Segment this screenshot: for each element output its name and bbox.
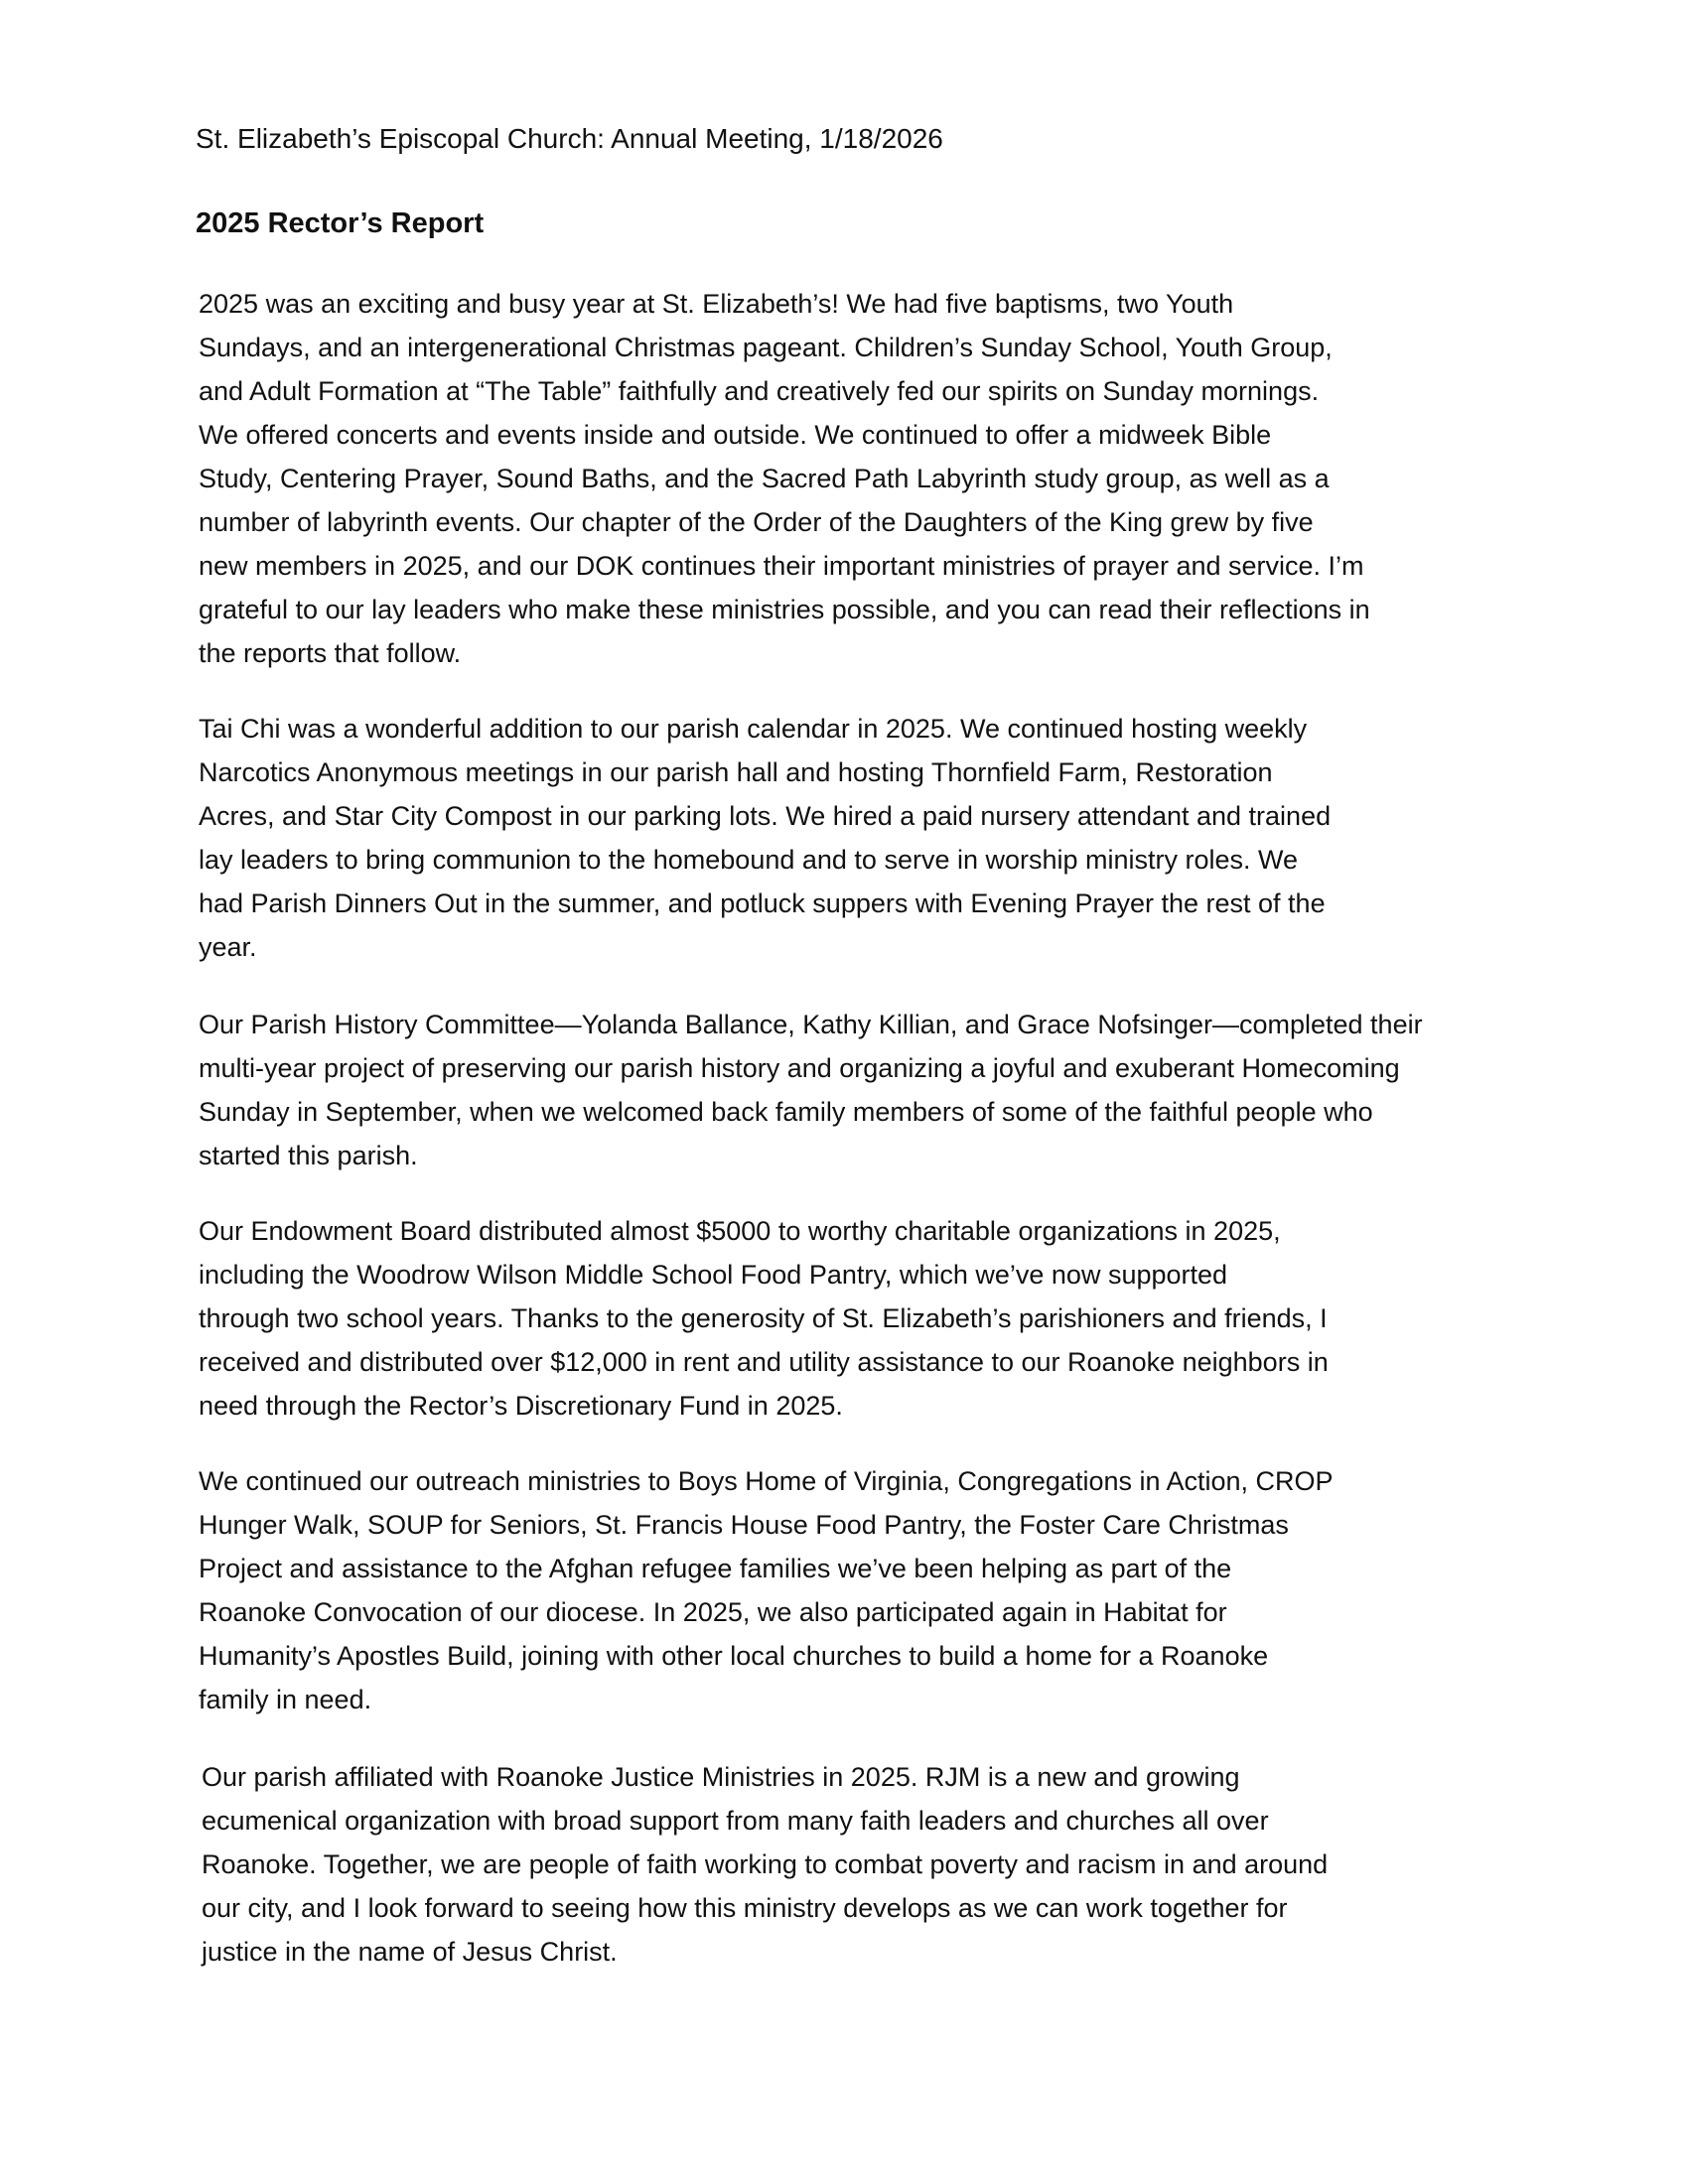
- paragraph-line: Humanity’s Apostles Build, joining with other local churches to build a home for a Roanoke: [199, 1641, 1269, 1671]
- document-header: St. Elizabeth’s Episcopal Church: Annual Meeting, 1/18/2026: [196, 123, 943, 154]
- paragraph-line: justice in the name of Jesus Christ.: [202, 1937, 618, 1967]
- paragraph-line: Sundays, and an intergenerational Christmas pageant. Children’s Sunday School, Youth Group,: [199, 333, 1333, 362]
- report-title: 2025 Rector’s Report: [196, 207, 485, 239]
- paragraph-line: grateful to our lay leaders who make these ministries possible, and you can read their reflections in: [199, 595, 1370, 624]
- paragraph-line: and Adult Formation at “The Table” faithfully and creatively fed our spirits on Sunday mornings.: [199, 376, 1320, 406]
- paragraph-outreach: [199, 1459, 1589, 1721]
- paragraph-line: received and distributed over $12,000 in rent and utility assistance to our Roanoke neighbors in: [199, 1347, 1329, 1377]
- paragraph-line: Roanoke Convocation of our diocese. In 2025, we also participated again in Habitat for: [199, 1597, 1227, 1627]
- paragraph-line: 2025 was an exciting and busy year at St. Elizabeth’s! We had five baptisms, two Youth: [199, 289, 1234, 319]
- paragraph-line: Narcotics Anonymous meetings in our parish hall and hosting Thornfield Farm, Restoration: [199, 757, 1273, 787]
- paragraph-line: Study, Centering Prayer, Sound Baths, and the Sacred Path Labyrinth study group, as well as a: [199, 464, 1330, 493]
- paragraph-line: family in need.: [199, 1685, 372, 1714]
- paragraph-line: ecumenical organization with broad support from many faith leaders and churches all over: [202, 1806, 1269, 1836]
- paragraph-line: We continued our outreach ministries to Boys Home of Virginia, Congregations in Action, CROP: [199, 1466, 1334, 1496]
- paragraph-endowment: [199, 1209, 1589, 1428]
- paragraph-line: the reports that follow.: [199, 638, 462, 668]
- paragraph-line: Roanoke. Together, we are people of faith working to combat poverty and racism in and around: [202, 1849, 1329, 1879]
- paragraph-line: Our Endowment Board distributed almost $5000 to worthy charitable organizations in 2025,: [199, 1216, 1281, 1246]
- paragraph-year-overview: [199, 282, 1589, 675]
- paragraph-line: multi-year project of preserving our parish history and organizing a joyful and exuberant Homecoming: [199, 1053, 1400, 1083]
- paragraph-line: started this parish.: [199, 1141, 418, 1170]
- paragraph-line: through two school years. Thanks to the generosity of St. Elizabeth’s parishioners and friends, I: [199, 1303, 1328, 1333]
- paragraph-line: Tai Chi was a wonderful addition to our parish calendar in 2025. We continued hosting weekly: [199, 714, 1308, 744]
- paragraph-line: including the Woodrow Wilson Middle School Food Pantry, which we’ve now supported: [199, 1260, 1228, 1290]
- paragraph-justice-ministries: [202, 1755, 1592, 1974]
- paragraph-line: new members in 2025, and our DOK continues their important ministries of prayer and service. I’m: [199, 551, 1364, 581]
- paragraph-line: Hunger Walk, SOUP for Seniors, St. Francis House Food Pantry, the Foster Care Christmas: [199, 1510, 1289, 1540]
- paragraph-line: had Parish Dinners Out in the summer, and potluck suppers with Evening Prayer the rest of the: [199, 888, 1326, 918]
- paragraph-line: Project and assistance to the Afghan refugee families we’ve been helping as part of the: [199, 1554, 1232, 1583]
- paragraph-line: year.: [199, 932, 257, 962]
- paragraph-line: lay leaders to bring communion to the homebound and to serve in worship ministry roles. We: [199, 845, 1299, 875]
- paragraph-line: Our Parish History Committee—Yolanda Ballance, Kathy Killian, and Grace Nofsinger—completed their: [199, 1010, 1423, 1039]
- paragraph-line: number of labyrinth events. Our chapter of the Order of the Daughters of the King grew by five: [199, 507, 1314, 537]
- paragraph-line: our city, and I look forward to seeing how this ministry develops as we can work together for: [202, 1893, 1288, 1923]
- paragraph-line: Our parish affiliated with Roanoke Justice Ministries in 2025. RJM is a new and growing: [202, 1762, 1240, 1792]
- paragraph-parish-life: [199, 707, 1589, 969]
- paragraph-history-committee: [199, 1003, 1589, 1177]
- paragraph-line: Acres, and Star City Compost in our parking lots. We hired a paid nursery attendant and trained: [199, 801, 1332, 831]
- paragraph-line: need through the Rector’s Discretionary Fund in 2025.: [199, 1391, 843, 1421]
- paragraph-line: Sunday in September, when we welcomed back family members of some of the faithful people who: [199, 1097, 1373, 1127]
- paragraph-line: We offered concerts and events inside and outside. We continued to offer a midweek Bible: [199, 420, 1272, 450]
